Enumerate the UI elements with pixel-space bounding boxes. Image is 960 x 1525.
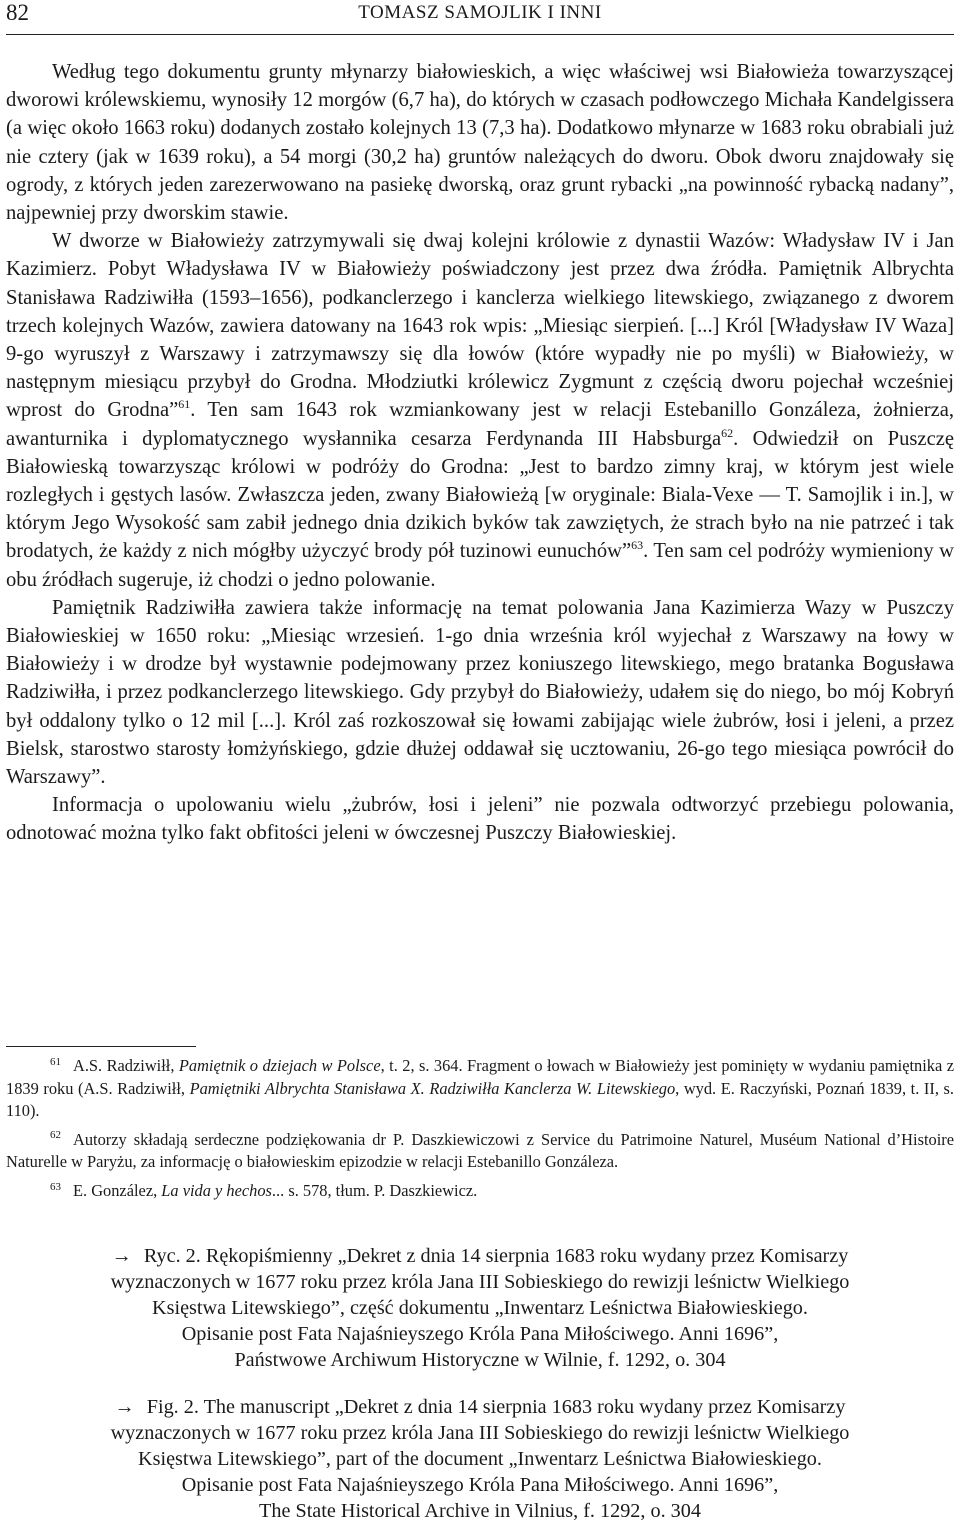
figure-caption-pl <box>6 1243 954 1373</box>
caption-line: Fig. 2. The manuscript „Dekret z dnia 14 sierpnia 1683 roku wydany przez Komisarzy <box>146 1396 846 1418</box>
footnote-text: E. González, <box>73 1180 162 1200</box>
paragraph-text: Pamiętnik Radziwiłła zawiera także informację na temat polowania Jana Kazimierza Wazy w Puszczy Białowieskiej w 1650 roku: „Miesiąc wrzesień. 1-go dnia września król wyjechał z Warszawy na łowy w Białowieży i w drodze był wystawnie podejmowany przez koniuszego litewskiego, mego bratanka Bogusława Radziwiłła, i przez podkanclerzego litewskiego. Gdy przybył do Białowieży, udałem się do niego, bo mój Kobryń był oddalony tylko o 12 mil [...]. Król zaś rozkoszował się łowami zabijając wiele żubrów, łosi i jeleni, a przez Bielsk, starostwo starosty łomżyńskiego, gdzie dłużej oddawał się ucztowaniu, 26-go tego miesiąca powrócił do Warszawy”. <box>6 596 954 789</box>
arrow-right-icon: → <box>111 1245 132 1267</box>
main-text <box>6 58 954 848</box>
footnote-text: , wyd. E. Raczyński, Poznań 1839, t. II, s. 110). <box>6 1078 954 1121</box>
footnote-number: 62 <box>50 1129 61 1142</box>
footnote-61 <box>6 1055 954 1123</box>
footnote-text: , t. 2, s. 364. Fragment o łowach w Białowieży jest pominięty w wydaniu pamiętnika z 1839 roku (A.S. Radziwiłł, <box>6 1056 955 1098</box>
paragraph-text: Według tego dokumentu grunty młynarzy białowieskich, a więc właściwej wsi Białowieża towarzyszącej dworowi królewskiemu, wynosiły 12 morgów (6,7 ha), do których w czasach podłowczego Michała Kandelgissera (a więc około 1663 roku) dodanych zostało kolejnych 13 (7,3 ha). Dodatkowo młynarze w 1683 roku obrabiali już nie cztery (jak w 1639 roku), a 54 morgi (30,2 ha) gruntów należących do dworu. Obok dworu znajdowały się ogrody, z których jeden zarezerwowano na pasiekę dworską, oraz grunt rybacki „na powinność rybacką nadany”, najpewniej przy dworskim stawie. <box>6 61 954 225</box>
paragraph-text: W dworze w Białowieży zatrzymywali się dwaj kolejni królowie z dynastii Wazów: Władysław IV i Jan Kazimierz. Pobyt Władysława IV w Białowieży poświadczony jest przez dwa źródła. Pamiętnik Albrychta Stanisława Radziwiłła (1593–1656), podkanclerzego i kanclerza wielkiego litewskiego, związanego z dworem trzech kolejnych Wazów, zawiera datowany na 1643 rok wpis: „Miesiąc sierpień. [...] Król [Władysław IV Waza] 9-go wyruszył z Warszawy i zatrzymawszy się dla łowów (które wypadły nie po myśli) w Białowieży, w następnym miesiącu przybył do Grodna. Młodziutki królewicz Zygmunt z częścią dworu pojechał wcześniej wprost do Grodna” <box>6 230 954 422</box>
caption-line: Księstwa Litewskiego”, część dokumentu „Inwentarz Leśnictwa Białowieskiego. <box>152 1297 808 1319</box>
caption-line: Państwowe Archiwum Historyczne w Wilnie, f. 1292, o. 304 <box>234 1349 726 1371</box>
footnotes <box>6 1055 954 1203</box>
footnote-ref-62[interactable]: 62 <box>721 425 734 440</box>
paragraph-3 <box>6 594 954 791</box>
running-head: TOMASZ SAMOJLIK I INNI <box>358 2 602 23</box>
footnote-title: Pamiętnik o dziejach w Polsce <box>178 1056 381 1075</box>
caption-line: Ryc. 2. Rękopiśmienny „Dekret z dnia 14 sierpnia 1683 roku wydany przez Komisarzy <box>143 1245 849 1267</box>
footnote-text: ... s. 578, tłum. P. Daszkiewicz. <box>271 1180 478 1200</box>
footnote-ref-63[interactable]: 63 <box>631 538 644 553</box>
footnote-text: A.S. Radziwiłł, <box>73 1056 179 1075</box>
caption-line: The State Historical Archive in Vilnius, f. 1292, o. 304 <box>259 1500 701 1522</box>
caption-line: Księstwa Litewskiego”, part of the document „Inwentarz Leśnictwa Białowieskiego. <box>138 1448 822 1470</box>
footnote-divider <box>6 1046 196 1047</box>
paragraph-2 <box>6 227 954 594</box>
paragraph-1 <box>6 58 954 227</box>
footnote-ref-61[interactable]: 61 <box>178 397 191 412</box>
paragraph-text: Informacja o upolowaniu wielu „żubrów, łosi i jeleni” nie pozwala odtworzyć przebiegu polowania, odnotować można tylko fakt obfitości jeleni w ówczesnej Puszczy Białowieskiej. <box>6 794 954 845</box>
footnote-title: Pamiętniki Albrychta Stanisława X. Radziwiłła Kanclerza W. Litewskiego <box>189 1078 676 1098</box>
figure-caption-en <box>6 1394 954 1524</box>
paragraph-text: . Ten sam 1643 rok wzmiankowany jest w relacji Estebanillo Gonzáleza, żołnierza, awanturnika i dyplomatycznego wysłannika cesarza Ferdynanda III Habsburga <box>6 399 954 450</box>
page-number: 82 <box>6 0 29 25</box>
paragraph-text: . Ten sam cel podróży wymieniony w obu źródłach sugeruje, iż chodzi o jedno polowanie. <box>6 540 954 591</box>
page-header <box>6 0 954 35</box>
paragraph-4 <box>6 791 954 847</box>
caption-line: Opisanie post Fata Najaśnieyszego Króla Pana Miłościwego. Anni 1696”, <box>181 1323 779 1345</box>
footnote-text: Autorzy składają serdeczne podziękowania dr P. Daszkiewiczowi z Service du Patrimoine Naturel, Muséum National d’Histoire Naturelle w Paryżu, za informację o białowieskim epizodzie w relacji Estebanillo Gonzáleza. <box>6 1129 954 1172</box>
footnote-62 <box>6 1129 954 1174</box>
arrow-right-icon: → <box>114 1396 135 1418</box>
footnote-number: 63 <box>50 1180 61 1193</box>
footnote-title: La vida y hechos <box>161 1180 272 1200</box>
caption-line: wyznaczonych w 1677 roku przez króla Jana III Sobieskiego do rewizji leśnictw Wielkiego <box>110 1271 850 1293</box>
footnote-number: 61 <box>50 1055 61 1068</box>
paragraph-text: . Odwiedził on Puszczę Białowieską towarzysząc królowi w podróży do Grodna: „Jest to bardzo zimny kraj, w którym jest wiele rozległych i gęstych lasów. Zwłaszcza jeden, zwany Białowieżą [w oryginale: Biala-Vexe — T. Samojlik i in.], w którym Jego Wysokość sam zabił jednego dnia dzikich byków tak zawziętych, że strach było na nie patrzeć i tak brodatych, że każdy z nich mógłby użyczyć brody pół tuzinowi eunuchów” <box>6 427 954 563</box>
caption-line: wyznaczonych w 1677 roku przez króla Jana III Sobieskiego do rewizji leśnictw Wielkiego <box>110 1422 850 1444</box>
footnote-63 <box>6 1180 954 1203</box>
caption-line: Opisanie post Fata Najaśnieyszego Króla Pana Miłościwego. Anni 1696”, <box>181 1474 779 1496</box>
